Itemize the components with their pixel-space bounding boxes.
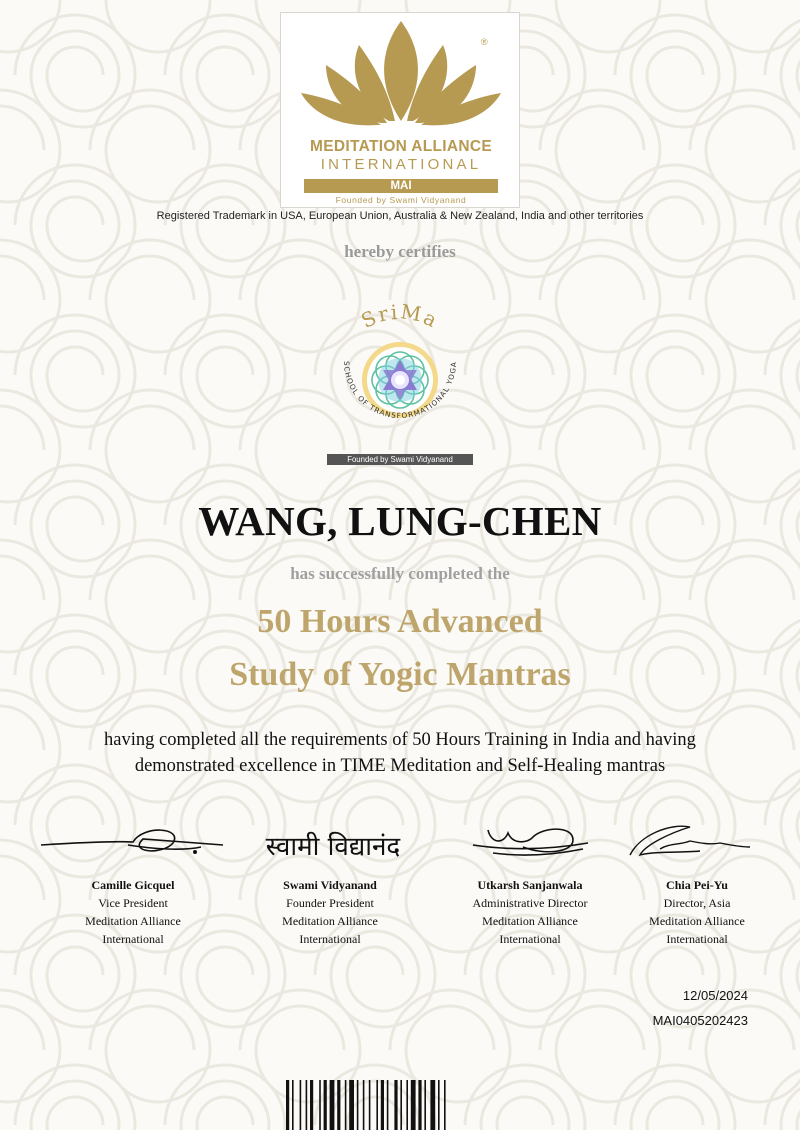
description-line1: having completed all the requirements of 50 Hours Training in India and having <box>104 730 696 750</box>
srima-founded: Founded by Swami Vidyanand <box>327 454 473 465</box>
signatory-3-name: Utkarsh Sanjanwala <box>477 878 583 892</box>
signatory-4-name: Chia Pei-Yu <box>666 878 728 892</box>
signatory-1-name: Camille Gicquel <box>91 878 175 892</box>
mai-logo <box>280 12 520 208</box>
logo-line2: INTERNATIONAL <box>320 156 482 173</box>
barcode-icon <box>282 1080 518 1130</box>
logo-line1: MEDITATION ALLIANCE <box>310 138 492 155</box>
signatory-3-org2: International <box>499 932 561 946</box>
description-line2: demonstrated excellence in TIME Meditation and Self-Healing mantras <box>134 756 666 776</box>
logo-abbr: MAI <box>304 179 498 193</box>
logo-founded: Founded by Swami Vidyanand <box>335 195 467 205</box>
signatory-4-title: Director, Asia <box>663 896 731 910</box>
signatory-4-org1: Meditation Alliance <box>649 914 745 928</box>
issue-date: 12/05/2024 <box>682 988 748 1003</box>
certifies-text: hereby certifies <box>344 242 456 261</box>
signatory-2-org2: International <box>299 932 361 946</box>
signatory-3-org1: Meditation Alliance <box>482 914 578 928</box>
signatory-4 <box>597 876 797 948</box>
signatory-2-title: Founder President <box>286 896 374 910</box>
signatory-1 <box>33 876 233 948</box>
srima-tagline: SCHOOL OF TRANSFORMATIONAL YOGA <box>341 360 459 421</box>
signature-2 <box>233 815 433 875</box>
completed-text: has successfully completed the <box>290 564 510 583</box>
signatory-2 <box>230 876 430 948</box>
signature-1 <box>33 815 233 875</box>
svg-text:SriMa <box>357 300 442 333</box>
signature-4 <box>600 815 800 875</box>
signatory-2-org1: Meditation Alliance <box>282 914 378 928</box>
signature-2-text: स्वामी विद्यानंद <box>265 832 401 862</box>
lotus-icon <box>281 13 521 138</box>
trademark-notice: Registered Trademark in USA, European Union, Australia & New Zealand, India and other territories <box>156 210 644 222</box>
signatory-3-title: Administrative Director <box>472 896 588 910</box>
registered-mark: ® <box>481 37 488 47</box>
certificate-id: MAI0405202423 <box>652 1013 748 1028</box>
signatory-2-name: Swami Vidyanand <box>283 878 377 892</box>
course-title-line2: Study of Yogic Mantras <box>229 656 571 693</box>
signatory-1-org2: International <box>102 932 164 946</box>
course-title-line1: 50 Hours Advanced <box>257 603 543 640</box>
recipient-name: WANG, LUNG-CHEN <box>198 498 602 544</box>
srima-name: SriMa <box>357 300 443 333</box>
signatory-1-org1: Meditation Alliance <box>85 914 181 928</box>
srima-emblem-icon <box>322 300 478 452</box>
srima-logo <box>322 300 478 468</box>
signatory-1-title: Vice President <box>98 896 168 910</box>
signatory-4-org2: International <box>666 932 728 946</box>
